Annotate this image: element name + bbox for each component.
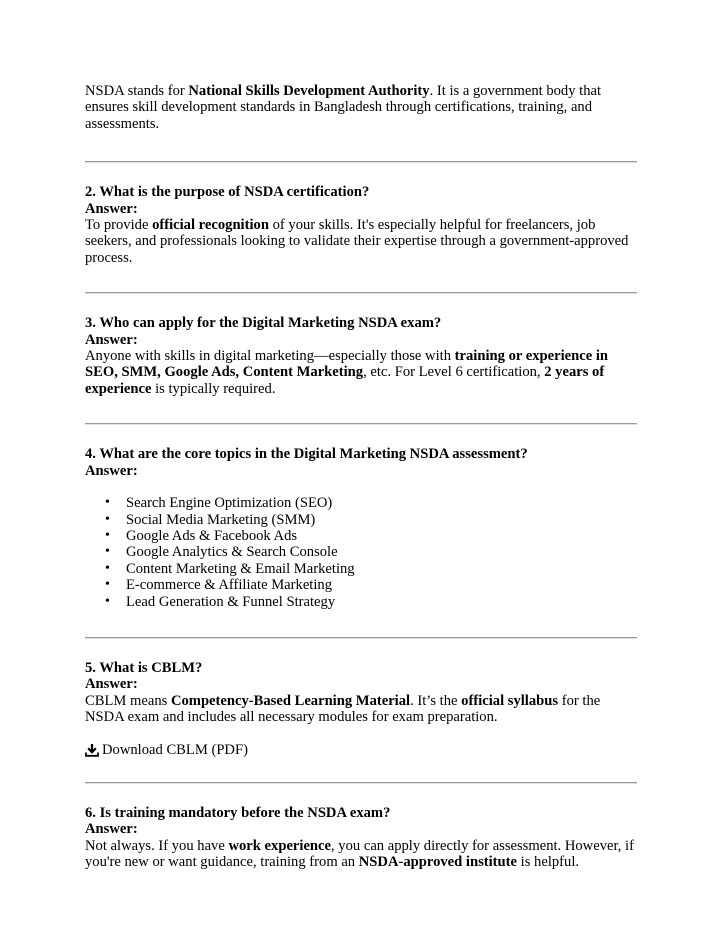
- topics-list: [85, 495, 637, 610]
- list-item: • Lead Generation & Funnel Strategy: [126, 594, 637, 610]
- question-heading: 6. Is training mandatory before the NSDA exam?: [85, 804, 391, 821]
- answer-label: Answer:: [85, 821, 138, 838]
- answer-text: , etc. For Level 6 certification,: [363, 364, 545, 381]
- list-item: • Google Ads & Facebook Ads: [126, 528, 637, 544]
- answer-label: Answer:: [85, 462, 138, 479]
- answer-text: CBLM means: [85, 692, 171, 709]
- section-divider: [85, 161, 637, 163]
- answer-text: of your skills. It's especially helpful for freelancers, job seekers, and professionals looking to validate their expertise through a government-approved process.: [85, 217, 629, 266]
- answer-paragraph: [85, 217, 637, 266]
- question-heading: 4. What are the core topics in the Digital Marketing NSDA assessment?: [85, 446, 528, 463]
- answer-text: is typically required.: [151, 380, 276, 397]
- answer-text: , you can apply directly for assessment. However, if you're new or want guidance, training from an: [85, 837, 634, 871]
- answer-text: Anyone with skills in digital marketing—especially those with: [85, 348, 455, 365]
- section-divider: [85, 292, 637, 294]
- download-label[interactable]: Download CBLM (PDF): [102, 741, 248, 758]
- intro-bold: National Skills Development Authority: [188, 83, 430, 99]
- section-divider: [85, 423, 637, 425]
- answer-bold: 2 years of experience: [85, 364, 605, 397]
- list-item: • E-commerce & Affiliate Marketing: [126, 577, 637, 593]
- answer-bold: official syllabus: [461, 692, 559, 709]
- question-heading: 3. Who can apply for the Digital Marketing NSDA exam?: [85, 315, 442, 332]
- answer-paragraph: [85, 693, 637, 726]
- answer-text: is helpful.: [517, 854, 580, 871]
- list-item: • Search Engine Optimization (SEO): [126, 495, 637, 511]
- answer-bold: NSDA-approved institute: [358, 854, 518, 871]
- question-heading: 5. What is CBLM?: [85, 659, 203, 676]
- list-item: • Social Media Marketing (SMM): [126, 512, 637, 528]
- section-divider: [85, 782, 637, 784]
- answer-paragraph: [85, 348, 637, 397]
- answer-bold: training or experience in SEO, SMM, Google Ads, Content Marketing: [85, 348, 609, 381]
- answer-text: Not always. If you have: [85, 837, 229, 854]
- list-item: • Content Marketing & Email Marketing: [126, 561, 637, 577]
- answer-text: for the NSDA exam and includes all necessary modules for exam preparation.: [85, 692, 601, 726]
- download-icon: [85, 743, 99, 757]
- answer-label: Answer:: [85, 676, 138, 693]
- answer-bold: official recognition: [152, 217, 269, 234]
- intro-text: . It is a government body that ensures skill development standards in Bangladesh through certifications, training, and assessments.: [85, 83, 602, 132]
- intro-paragraph: [85, 83, 637, 132]
- section-divider: [85, 637, 637, 639]
- answer-label: Answer:: [85, 331, 138, 348]
- question-heading: 2. What is the purpose of NSDA certification?: [85, 184, 370, 201]
- document-page: [85, 83, 637, 871]
- answer-text: . It’s the: [410, 692, 462, 709]
- list-item: • Google Analytics & Search Console: [126, 544, 637, 560]
- answer-bold: work experience: [228, 837, 331, 854]
- answer-paragraph: [85, 838, 637, 871]
- download-cblm-link[interactable]: [85, 742, 637, 758]
- intro-text: NSDA stands for: [85, 83, 189, 99]
- answer-label: Answer:: [85, 200, 138, 217]
- answer-text: To provide: [85, 217, 153, 234]
- answer-bold: Competency-Based Learning Material: [170, 692, 411, 709]
